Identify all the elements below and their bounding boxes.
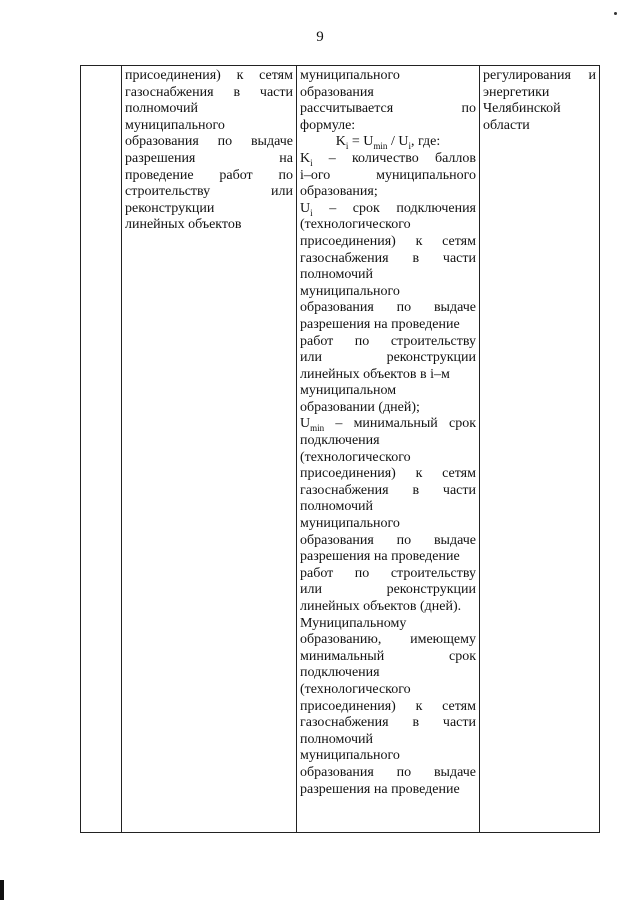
- definition-line: $U_i$ – срок подключения: [300, 200, 476, 218]
- text-line: образования по выдаче: [300, 532, 476, 548]
- scan-mark: [0, 880, 4, 900]
- text-line: разрешения на проведение: [300, 549, 460, 565]
- definition-line: i–ого муниципального: [300, 167, 476, 183]
- text-line: Муниципальному: [300, 615, 407, 631]
- text-line: газоснабжения в части: [300, 250, 476, 266]
- text-line: полномочий: [125, 101, 199, 117]
- text-line: (технологического: [300, 681, 411, 697]
- text-line: присоединения) к сетям: [300, 698, 476, 714]
- formula: $K_i = U_{min} / U_i$, где:: [335, 134, 441, 152]
- text-line: муниципального: [300, 748, 400, 764]
- text-line: линейных объектов: [125, 217, 242, 233]
- text-line: линейных объектов (дней).: [300, 599, 462, 614]
- text-line: области: [483, 117, 530, 133]
- text-line: разрешения на проведение: [300, 316, 460, 332]
- text-line: формуле:: [300, 117, 356, 133]
- text-line: газоснабжения в части: [125, 84, 293, 100]
- text-line: Челябинской: [483, 101, 561, 117]
- text-line: или реконструкции: [300, 582, 476, 598]
- page-number: 9: [316, 29, 324, 45]
- text-line: энергетики: [483, 84, 550, 100]
- text-line: газоснабжения в части: [300, 715, 476, 731]
- text-line: полномочий: [300, 499, 374, 515]
- text-line: работ по строительству: [300, 333, 476, 349]
- text-line: муниципального: [300, 68, 400, 83]
- text-line: (технологического: [300, 449, 411, 465]
- text-line: полномочий: [300, 267, 374, 283]
- definition-line: $K_i$ – количество баллов: [300, 150, 476, 168]
- text-line: газоснабжения в части: [300, 482, 476, 498]
- responsible-cell: [480, 66, 600, 833]
- text-line: или реконструкции: [300, 350, 476, 366]
- text-line: проведение работ по: [125, 167, 293, 183]
- calculation-cell: [297, 66, 480, 833]
- text-line: минимальный срок: [300, 648, 476, 664]
- text-line: линейных объектов в i–м: [300, 366, 450, 382]
- table-row: [81, 66, 600, 833]
- text-line: подключения: [300, 433, 380, 449]
- text-line: образования по выдаче: [300, 300, 476, 316]
- text-line: присоединения) к сетям: [125, 68, 293, 83]
- text-line: муниципального: [125, 117, 225, 133]
- document-table: [80, 65, 600, 833]
- text-line: полномочий: [300, 731, 374, 747]
- text-line: строительству или: [125, 184, 293, 200]
- corner-dot: [614, 12, 617, 15]
- text-line: присоединения) к сетям: [300, 233, 476, 249]
- text-line: муниципального: [300, 283, 400, 299]
- text-line: разрешения на проведение: [300, 781, 460, 797]
- text-line: образования: [300, 84, 374, 100]
- criterion-cell: [122, 66, 297, 833]
- text-line: подключения: [300, 665, 380, 681]
- text-line: рассчитывается по: [300, 101, 476, 117]
- definition-line: образования;: [300, 184, 378, 200]
- definition-line: $U_{min}$ – минимальный срок: [300, 416, 476, 434]
- text-line: реконструкции: [125, 200, 215, 216]
- text-line: образовании (дней);: [300, 399, 420, 415]
- text-line: присоединения) к сетям: [300, 466, 476, 482]
- text-line: образованию, имеющему: [300, 632, 476, 648]
- text-line: образования по выдаче: [300, 764, 476, 780]
- empty-cell: [81, 66, 122, 833]
- text-line: регулирования и: [483, 68, 596, 83]
- text-line: (технологического: [300, 217, 411, 233]
- text-line: разрешения на: [125, 150, 293, 166]
- text-line: работ по строительству: [300, 565, 476, 581]
- text-line: образования по выдаче: [125, 134, 293, 150]
- text-line: муниципального: [300, 516, 400, 532]
- text-line: муниципальном: [300, 383, 397, 399]
